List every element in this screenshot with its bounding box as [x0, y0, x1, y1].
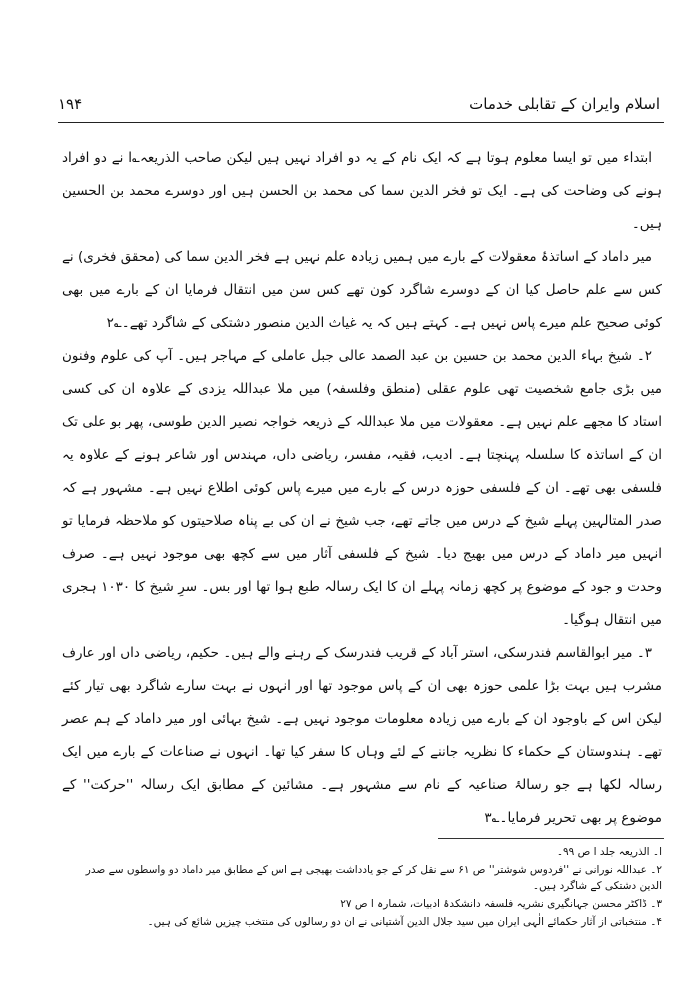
- page-number: ۱۹۴: [58, 95, 83, 113]
- footnote-rule: [438, 838, 664, 839]
- footnote: ا۔ الذریعہ جلد ا ص ۹۹۔: [556, 846, 662, 858]
- paragraph: ابتداء میں تو ایسا معلوم ہوتا ہے کہ ایک نام کے یہ دو افراد نہیں ہیں لیکن صاحب الذریعہ؎ا نے دو افراد ہونے کی وضاحت کی ہے۔ ایک تو فخر الدین سما کی محمد بن الحسن ہیں اور دوسرے محمد بن الحسین ہیں۔: [62, 150, 662, 232]
- running-title: اسلام وایران کے تقابلی خدمات: [469, 95, 660, 113]
- footnote: ۴۔ منتخباتی از آثار حکمائے الٰہی ایران میں سید جلال الدین آشتیانی نے ان دو رسالوں کی منتخب چیزیں شائع کی ہیں۔: [147, 916, 662, 928]
- footnote: ۲۔ عبداللہ نورانی نے ''فردوس شوشتر'' ص ۶۱ سے نقل کر کے جو یادداشت بھیجی ہے اس کے مطابق میر داماد دو واسطوں سے صدر الدین دشتکی کے شاگرد ہیں۔: [85, 864, 662, 892]
- paragraph: ۳۔ میر ابوالقاسم فندرسکی، استر آباد کے قریب فندرسک کے رہنے والے ہیں۔ حکیم، ریاضی داں اور عارف مشرب ہیں بہت بڑا علمی حوزہ بھی ان کے پاس موجود تھا اور انہوں نے بہت سارے شاگرد بھی تیار کئے لیکن اس کے باوجود ان کے بارے میں زیادہ معلومات موجود نہیں ہے۔ شیخ بہائی اور میر داماد کے ہم عصر تھے۔ ہندوستان کے حکماء کا نظریہ جاننے کے لئے وہاں کا سفر کیا تھا۔ انہوں نے صناعات کے بارے میں ایک رسالہ لکھا ہے جو رسالۂ صناعیہ کے نام سے مشہور ہے۔ مشائین کے مطابق ایک رسالہ ''حرکت'' کے موضوع پر بھی تحریر فرمایا۔؎۳: [62, 645, 662, 826]
- header-rule: [58, 122, 664, 123]
- paragraph: ۲۔ شیخ بہاء الدین محمد بن حسین بن عبد الصمد عالی جبل عاملی کے مہاجر ہیں۔ آپ کی علوم وفنون میں بڑی جامع شخصیت تھی علوم عقلی (منطق وفلسفہ) میں ملا عبداللہ یزدی کے علاوہ ان کی کسی استاد کا مجھے علم نہیں ہے۔ معقولات میں ملا عبداللہ کے ذریعہ خواجہ نصیر الدین طوسی، پھر بو علی تک ان کے اساتذہ کا سلسلہ پہنچتا ہے۔ ادیب، فقیہ، مفسر، ریاضی داں، مہندس اور شاعر ہونے کے علاوہ یہ فلسفی بھی تھے۔ ان کے فلسفی حوزہ درس کے بارے میں میرے پاس کوئی اطلاع نہیں ہے۔ مشہور ہے کہ صدر المتالہین پہلے شیخ کے درس میں جاتے تھے، جب شیخ نے ان کی بے پناہ صلاحیتوں کو ملاحظہ فرمایا تو انہیں میر داماد کے درس میں بھیج دیا۔ شیخ کے فلسفی آثار میں سے کچھ بھی موجود نہیں ہے۔ صرف وحدت و جود کے موضوع پر کچھ زمانہ پہلے ان کا ایک رسالہ طبع ہوا تھا اور بس۔ سرِ شیخ کا ۱۰۳۰ ہجری میں انتقال ہوگیا۔: [62, 348, 662, 628]
- paragraph: میر داماد کے اساتذۂ معقولات کے بارے میں ہمیں زیادہ علم نہیں ہے فخر الدین سما کی (محقق فخری) نے کس سے علم حاصل کیا ان کے دوسرے شاگرد کون تھے کس سن میں انتقال فرمایا ان کے بارے میں بھی کوئی صحیح علم میرے پاس نہیں ہے۔ کہتے ہیں کہ یہ غیاث الدین منصور دشتکی کے شاگرد تھے۔؎۲: [62, 249, 662, 331]
- footnote: ۳۔ ڈاکٹر محسن جہانگیری نشریہ فلسفہ دانشکدۂ ادبیات، شمارہ ا ص ۲۷: [340, 898, 662, 910]
- page-header: [58, 92, 664, 118]
- main-text: [62, 142, 662, 835]
- footnotes: [62, 844, 662, 932]
